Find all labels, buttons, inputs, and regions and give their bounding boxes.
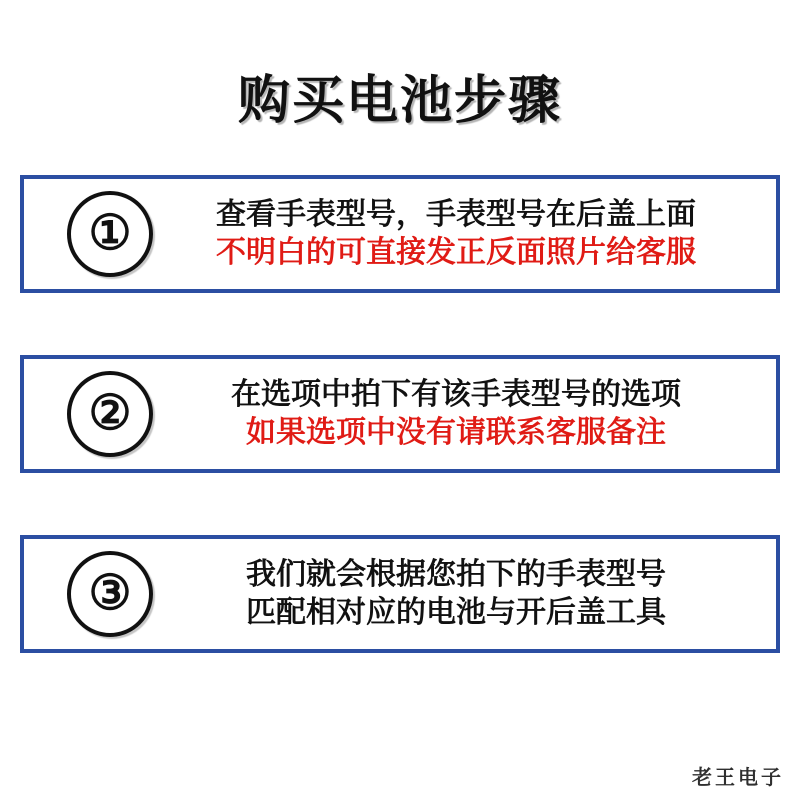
circled-number-icon: ① [67,191,153,277]
page-title: 购买电池步骤 [237,73,562,130]
step-line-note: 不明白的可直接发正反面照片给客服 [216,236,696,269]
step-line-primary: 我们就会根据您拍下的手表型号 [246,557,666,591]
step-text [158,376,776,453]
step-item [20,355,780,473]
step-line-note: 如果选项中没有请联系客服备注 [246,416,666,449]
step-badge [62,551,158,637]
step-text [158,196,776,273]
step-item [20,175,780,293]
circled-number-icon: ② [67,371,153,457]
step-text [158,556,776,633]
step-badge [62,371,158,457]
steps-list [0,175,800,653]
circled-number-icon: ③ [67,551,153,637]
step-badge [62,191,158,277]
watermark-label: 老王电子 [692,767,784,789]
step-line-primary: 在选项中拍下有该手表型号的选项 [231,377,681,411]
step-line-primary: 查看手表型号，手表型号在后盖上面 [216,197,696,231]
step-item [20,535,780,653]
step-line-secondary: 匹配相对应的电池与开后盖工具 [246,596,666,629]
